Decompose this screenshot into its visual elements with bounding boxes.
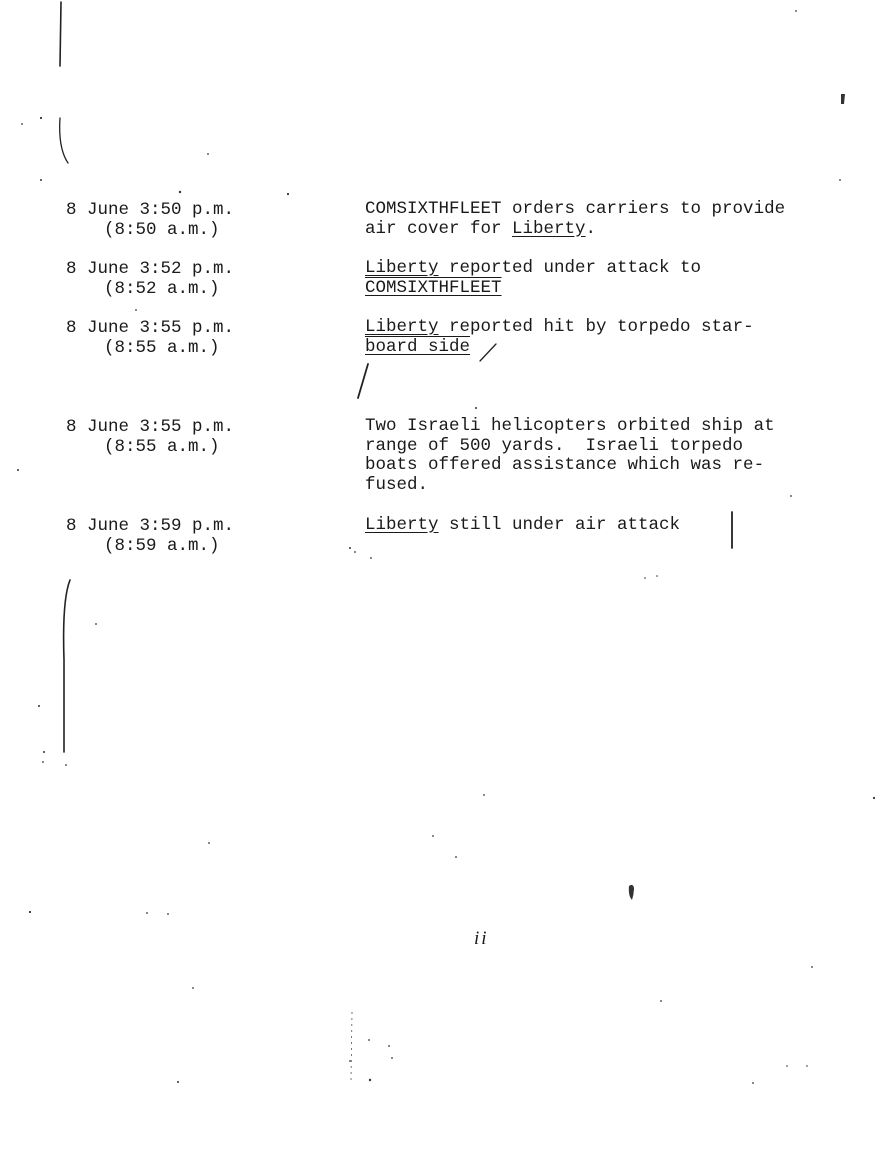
emphasized-text: Liberty (365, 515, 439, 535)
speck (42, 761, 44, 763)
emphasized-text: Liberty (365, 317, 439, 337)
speck (806, 1065, 808, 1067)
ink-blot-mark (629, 885, 634, 900)
corner-mark (841, 94, 845, 104)
page-number: ii (474, 928, 489, 949)
speck (656, 575, 658, 577)
speck (287, 193, 289, 195)
speck (146, 912, 148, 914)
margin-bracket-mark (64, 580, 70, 752)
text-run: reported under attack to (438, 258, 702, 278)
speck (354, 551, 356, 553)
margin-rule-mark (60, 2, 61, 66)
text-run: reported hit by torpedo star- (438, 317, 754, 337)
emphasized-text: board side (365, 336, 471, 357)
speck (811, 966, 813, 968)
pen-check-mark (358, 364, 368, 398)
text-run: range of 500 yards. Israeli torpedo (365, 435, 744, 456)
entry-local-time: (8:55 a.m.) (104, 338, 220, 358)
speck (786, 1065, 788, 1067)
speck (40, 117, 42, 119)
entry-local-time: (8:59 a.m.) (104, 536, 220, 556)
speck (370, 557, 372, 559)
entry-local-time: (8:55 a.m.) (104, 437, 220, 457)
pen-slash-mark (480, 344, 496, 361)
text-run: fused. (365, 474, 429, 495)
margin-bracket-mark (60, 118, 68, 163)
emphasized-text: COMSIXTHFLEET (365, 277, 502, 298)
speck (368, 1039, 370, 1041)
speck (391, 1057, 393, 1059)
entry-date: 8 June 3:55 p.m. (66, 417, 235, 437)
speck (43, 751, 45, 753)
entry-date: 8 June 3:55 p.m. (66, 318, 235, 338)
speck (660, 1000, 662, 1002)
text-run: . (585, 218, 597, 239)
speck (65, 764, 67, 766)
speck (349, 547, 351, 549)
speck (790, 495, 792, 497)
entry-date: 8 June 3:50 p.m. (66, 200, 235, 220)
text-run: Two Israeli helicopters orbited ship at (365, 416, 775, 436)
speck (207, 153, 209, 155)
speck (644, 577, 646, 579)
speck (177, 1081, 179, 1083)
speck (167, 913, 169, 915)
speck (29, 911, 31, 913)
margin-dash-mark (351, 1012, 352, 1080)
speck (752, 1082, 754, 1084)
entry-local-time: (8:52 a.m.) (104, 279, 220, 299)
speck (432, 835, 434, 837)
text-run: COMSIXTHFLEET orders carriers to provide (365, 199, 786, 219)
speck (388, 1045, 390, 1047)
speck (795, 10, 797, 12)
speck (839, 179, 841, 181)
entry-date: 8 June 3:52 p.m. (66, 259, 235, 279)
entry-date: 8 June 3:59 p.m. (66, 516, 235, 536)
emphasized-text: Liberty (512, 218, 586, 239)
speck (17, 469, 19, 471)
text-run: air cover for (365, 218, 513, 239)
speck (135, 309, 137, 311)
speck (179, 191, 181, 193)
speck (95, 623, 97, 625)
speck (38, 705, 40, 707)
speck (483, 794, 485, 796)
speck (475, 407, 477, 409)
speck (349, 1060, 351, 1062)
speck (455, 856, 457, 858)
entry-local-time: (8:50 a.m.) (104, 220, 220, 240)
speck (40, 179, 42, 181)
speck (208, 842, 210, 844)
speck (873, 797, 875, 799)
speck (369, 1079, 371, 1081)
speck (192, 987, 194, 989)
emphasized-text: Liberty (365, 258, 439, 278)
text-run: boats offered assistance which was re- (365, 455, 765, 475)
text-run: still under air attack (438, 515, 681, 535)
speck (21, 123, 23, 125)
